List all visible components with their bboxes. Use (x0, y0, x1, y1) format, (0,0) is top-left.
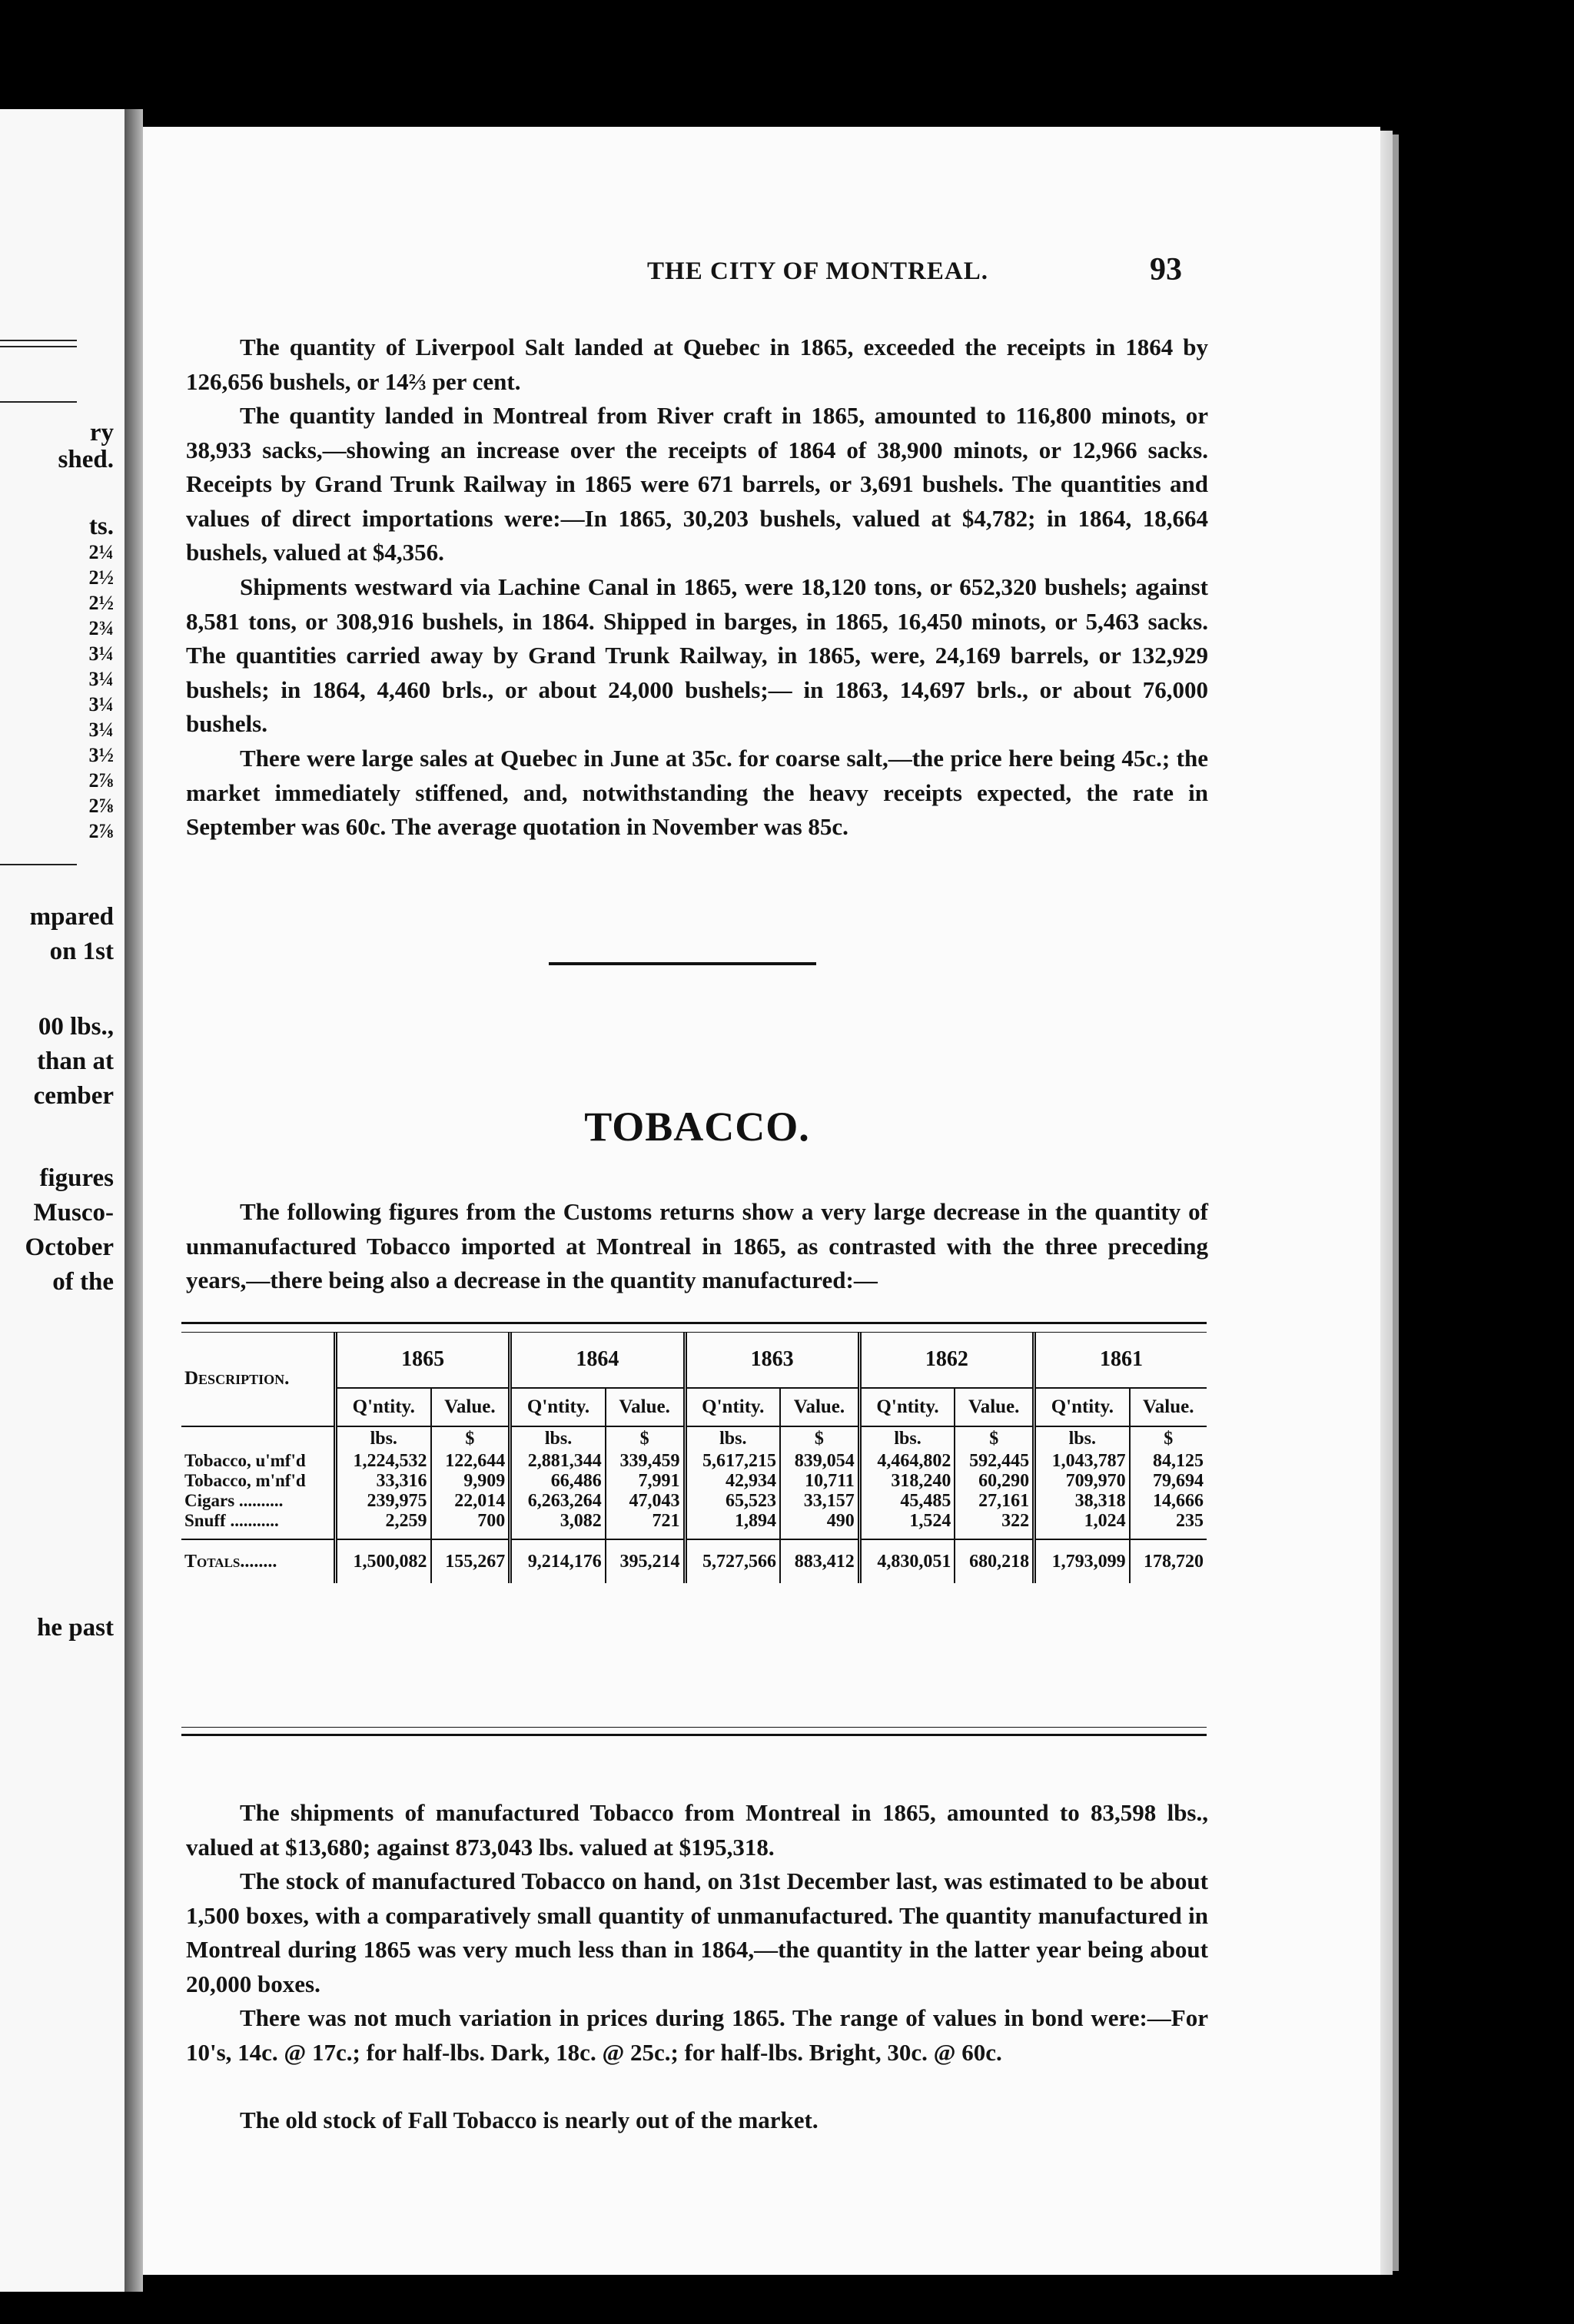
table-cell: 721 (606, 1511, 685, 1539)
column-header: Value. (780, 1388, 859, 1426)
total-cell: 883,412 (780, 1539, 859, 1583)
total-cell: 4,830,051 (859, 1539, 955, 1583)
table-cell: 47,043 (606, 1491, 685, 1511)
table-row (181, 1491, 1207, 1511)
year-header: 1861 (1034, 1332, 1207, 1388)
text-fragment: 3¼ (88, 693, 114, 715)
table-subheader-row (181, 1388, 1207, 1426)
text-fragment: than at (37, 1047, 114, 1075)
divider (0, 864, 77, 865)
table-row (181, 1511, 1207, 1539)
table-cell: 339,459 (606, 1451, 685, 1471)
text-fragment: of the (52, 1268, 114, 1296)
column-header: Value. (431, 1388, 510, 1426)
page-edge (1393, 134, 1399, 2271)
column-header: Description. (184, 1368, 290, 1389)
unit-label: $ (431, 1426, 510, 1451)
divider (0, 340, 77, 341)
paragraph: The shipments of manufactured Tobacco from Montreal in 1865, amounted to 83,598 lbs., valued at $13,680; against 873,043 lbs. valued at $195,318. (186, 1799, 1208, 1861)
row-label: Tobacco, m'nf'd (184, 1471, 306, 1490)
totals-row (181, 1539, 1207, 1583)
page-number: 93 (1150, 252, 1182, 287)
unit-label: lbs. (336, 1426, 431, 1451)
table-cell: 42,934 (685, 1471, 780, 1491)
table-cell: 1,024 (1034, 1511, 1130, 1539)
text-fragment: 2½ (88, 592, 114, 614)
row-label: Snuff ........... (184, 1511, 279, 1530)
total-cell: 1,793,099 (1034, 1539, 1130, 1583)
total-cell: 155,267 (431, 1539, 510, 1583)
table-cell: 22,014 (431, 1491, 510, 1511)
table-cell: 33,157 (780, 1491, 859, 1511)
total-cell: 5,727,566 (685, 1539, 780, 1583)
table-header-row (181, 1332, 1207, 1388)
total-cell: 1,500,082 (336, 1539, 431, 1583)
table-cell: 33,316 (336, 1471, 431, 1491)
table-cell: 839,054 (780, 1451, 859, 1471)
column-header: Q'ntity. (685, 1388, 780, 1426)
table-cell: 239,975 (336, 1491, 431, 1511)
table-cell: 45,485 (859, 1491, 955, 1511)
table-cell: 122,644 (431, 1451, 510, 1471)
text-fragment: mpared (29, 903, 114, 931)
table-cell: 709,970 (1034, 1471, 1130, 1491)
text-fragment: 3½ (88, 744, 114, 766)
table-cell: 2,881,344 (510, 1451, 606, 1471)
table-row (181, 1471, 1207, 1491)
column-header: Q'ntity. (510, 1388, 606, 1426)
column-header: Value. (606, 1388, 685, 1426)
table-cell: 1,524 (859, 1511, 955, 1539)
column-header: Value. (1130, 1388, 1207, 1426)
text-fragment: 3¼ (88, 668, 114, 690)
table-rule (181, 1322, 1207, 1333)
table-cell: 10,711 (780, 1471, 859, 1491)
row-label: Cigars .......... (184, 1491, 284, 1510)
table-cell: 84,125 (1130, 1451, 1207, 1471)
unit-label: lbs. (685, 1426, 780, 1451)
column-header: Value. (955, 1388, 1034, 1426)
table-cell: 79,694 (1130, 1471, 1207, 1491)
divider (0, 346, 77, 347)
table-cell: 1,043,787 (1034, 1451, 1130, 1471)
paragraph: The old stock of Fall Tobacco is nearly out of the market. (240, 2107, 819, 2133)
paragraph: The quantity landed in Montreal from River craft in 1865, amounted to 116,800 minots, or 38,933 sacks,—showing an increase over the receipts of 1864 of 38,900 minots, or 12,966 sacks. Receipts by Grand Trunk Railway in 1865 were 671 barrels, or 3,691 bushels. The quantities and values of direct importations were:—In 1865, 30,203 bushels, valued at $4,782; in 1864, 18,664 bushels, valued at $4,356. (186, 402, 1208, 566)
text-fragment: ry (89, 419, 114, 447)
text-fragment: 2¾ (88, 617, 114, 639)
text-fragment: 3¼ (88, 719, 114, 741)
paragraph: There was not much variation in prices during 1865. The range of values in bond were:—For 10's, 14c. @ 17c.; for half-lbs. Dark, 18c. @ 25c.; for half-lbs. Bright, 30c. @ 60c. (186, 2004, 1208, 2066)
column-header: Q'ntity. (1034, 1388, 1130, 1426)
table-cell: 2,259 (336, 1511, 431, 1539)
unit-label: lbs. (859, 1426, 955, 1451)
text-fragment: Musco- (33, 1199, 114, 1227)
text-fragment: he past (37, 1614, 114, 1642)
text-fragment: 2⅞ (88, 795, 114, 817)
total-cell: 680,218 (955, 1539, 1034, 1583)
book-gutter (125, 109, 143, 2292)
table-cell: 490 (780, 1511, 859, 1539)
table-cell: 27,161 (955, 1491, 1034, 1511)
table-cell: 60,290 (955, 1471, 1034, 1491)
text-fragment: 2⅞ (88, 820, 114, 842)
table-cell: 5,617,215 (685, 1451, 780, 1471)
table-cell: 322 (955, 1511, 1034, 1539)
row-label: Tobacco, u'mf'd (184, 1451, 306, 1470)
units-row (181, 1426, 1207, 1451)
table-cell: 235 (1130, 1511, 1207, 1539)
tobacco-table (181, 1332, 1207, 1583)
table-cell: 3,082 (510, 1511, 606, 1539)
table-cell: 7,991 (606, 1471, 685, 1491)
unit-label: lbs. (510, 1426, 606, 1451)
text-fragment: 00 lbs., (38, 1013, 114, 1041)
table-cell: 38,318 (1034, 1491, 1130, 1511)
unit-label: $ (1130, 1426, 1207, 1451)
text-fragment: shed. (58, 446, 114, 473)
page-edge (1380, 131, 1393, 2275)
table-cell: 9,909 (431, 1471, 510, 1491)
paragraph: Shipments westward via Lachine Canal in 1865, were 18,120 tons, or 652,320 bushels; against 8,581 tons, or 308,916 bushels, in 1864. Shipped in barges, in 1865, 16,450 minots, or 5,463 sacks. The quantities carried away by Grand Trunk Railway, in 1865, were, 24,169 barrels, or 132,929 bushels; in 1864, 4,460 brls., or about 24,000 bushels;— in 1863, 14,697 brls., or about 76,000 bushels. (186, 573, 1208, 737)
table-cell: 1,894 (685, 1511, 780, 1539)
table-rule (181, 1727, 1207, 1736)
book-page (143, 127, 1380, 2275)
total-cell: 178,720 (1130, 1539, 1207, 1583)
paragraph: The quantity of Liverpool Salt landed at Quebec in 1865, exceeded the receipts in 1864 by 126,656 bushels, or 14⅔ per cent. (186, 334, 1208, 395)
running-head: THE CITY OF MONTREAL. (647, 257, 988, 285)
paragraph: There were large sales at Quebec in June at 35c. for coarse salt,—the price here being 45c.; the market immediately stiffened, and, notwithstanding the heavy receipts expected, the rate in September was 60c. The average quotation in November was 85c. (186, 745, 1208, 840)
text-fragment: 3¼ (88, 642, 114, 665)
paragraph: The following figures from the Customs returns show a very large decrease in the quantity of unmanufactured Tobacco imported at Montreal in 1865, as contrasted with the three preceding years,—there being also a decrease in the quantity manufactured:— (186, 1198, 1208, 1293)
totals-label: Totals........ (181, 1539, 336, 1583)
table-cell: 66,486 (510, 1471, 606, 1491)
facing-page-fragment (0, 109, 125, 2292)
table-cell: 6,263,264 (510, 1491, 606, 1511)
unit-label: $ (606, 1426, 685, 1451)
table-cell: 318,240 (859, 1471, 955, 1491)
column-header: Q'ntity. (859, 1388, 955, 1426)
table-row (181, 1451, 1207, 1471)
year-header: 1862 (859, 1332, 1034, 1388)
divider (0, 401, 77, 403)
text-fragment: ts. (88, 513, 114, 540)
table-cell: 4,464,802 (859, 1451, 955, 1471)
total-cell: 9,214,176 (510, 1539, 606, 1583)
table-cell: 592,445 (955, 1451, 1034, 1471)
unit-label: $ (780, 1426, 859, 1451)
table-cell: 14,666 (1130, 1491, 1207, 1511)
paragraph: The stock of manufactured Tobacco on hand, on 31st December last, was estimated to be about 1,500 boxes, with a comparatively small quantity of unmanufactured. The quantity manufactured in Montreal during 1865 was very much less than in 1864,—the quantity in the latter year being about 20,000 boxes. (186, 1868, 1208, 1997)
section-divider (549, 962, 816, 965)
table-cell: 700 (431, 1511, 510, 1539)
table-cell: 1,224,532 (336, 1451, 431, 1471)
text-fragment: 2¼ (88, 541, 114, 563)
text-fragment: on 1st (49, 938, 114, 965)
year-header: 1863 (685, 1332, 859, 1388)
year-header: 1865 (336, 1332, 510, 1388)
section-title: TOBACCO. (584, 1104, 810, 1150)
unit-label: $ (955, 1426, 1034, 1451)
text-fragment: figures (39, 1164, 114, 1192)
text-fragment: October (25, 1233, 114, 1261)
table-cell: 65,523 (685, 1491, 780, 1511)
text-fragment: 2⅞ (88, 769, 114, 792)
text-fragment: cember (33, 1082, 114, 1110)
text-fragment: 2½ (88, 566, 114, 589)
total-cell: 395,214 (606, 1539, 685, 1583)
year-header: 1864 (510, 1332, 685, 1388)
column-header: Q'ntity. (336, 1388, 431, 1426)
unit-label: lbs. (1034, 1426, 1130, 1451)
